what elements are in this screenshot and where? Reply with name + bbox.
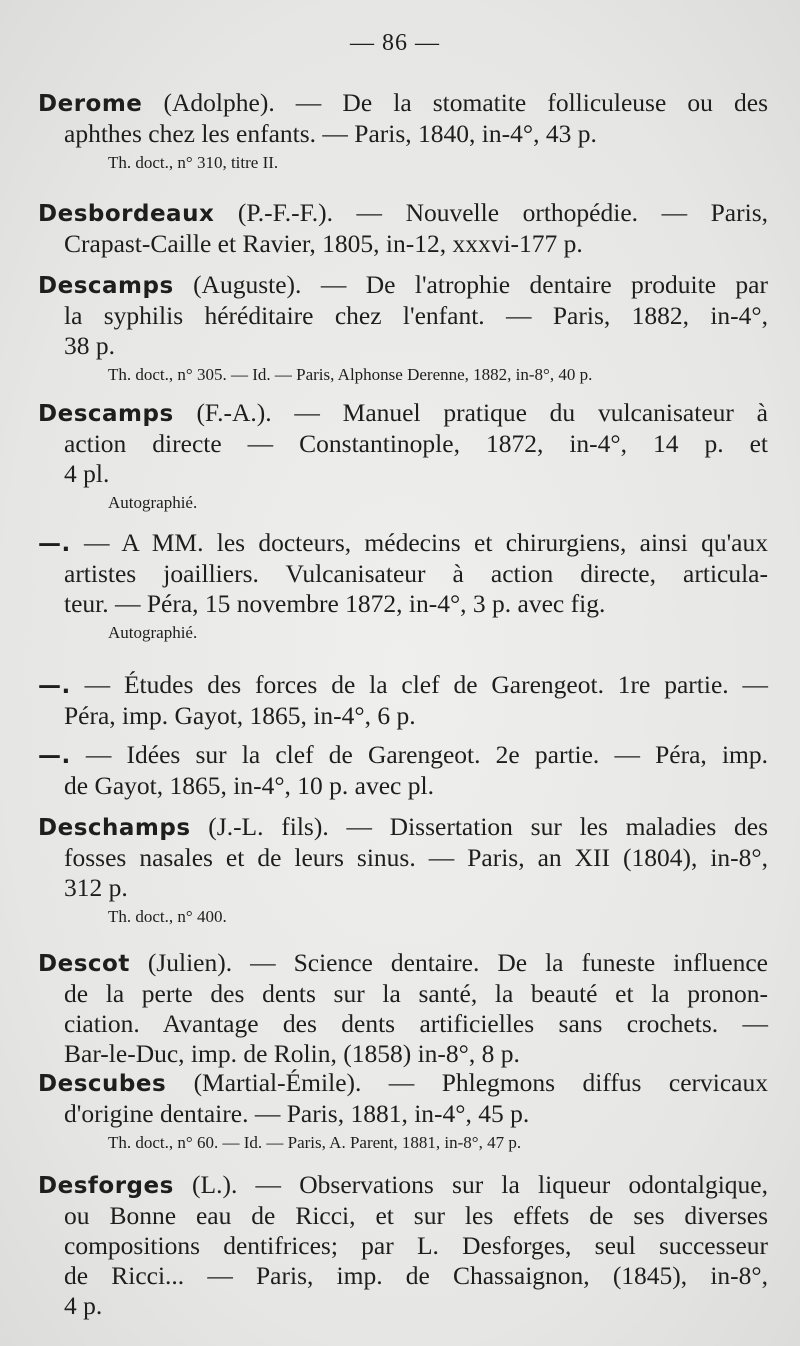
entry-line: 312 p. [64,873,128,902]
entry-line: Deschamps (J.-L. fils). — Dissertation sur les maladies des [38,812,768,841]
entry-line: Crapast-Caille et Ravier, 1805, in-12, xxxvi-177 p. [64,229,583,258]
entry-line: ou Bonne eau de Ricci, et sur les effets de ses diverses [64,1201,768,1230]
entry-author: Descamps [38,273,174,299]
entry-note: Autographié. [108,493,198,512]
entry-line: 4 pl. [64,459,110,488]
entry-note: Th. doct., n° 60. — Id. — Paris, A. Parent, 1881, in-8°, 47 p. [108,1133,522,1152]
entry-author: Desbordeaux [38,201,215,227]
entry-author: —. [38,531,71,557]
entry-line: —. — A MM. les docteurs, médecins et chirurgiens, ainsi qu'aux [38,528,768,557]
entry-line: d'origine dentaire. — Paris, 1881, in-4°, 45 p. [64,1099,530,1128]
bibliography-entry [38,528,768,645]
bibliography-entry [38,88,768,175]
entry-line: —. — Études des forces de la clef de Garengeot. 1re partie. — [38,670,768,699]
entry-line: Péra, imp. Gayot, 1865, in-4°, 6 p. [64,701,416,730]
bibliography-entry [38,1170,768,1321]
entry-line: la syphilis héréditaire chez l'enfant. — Paris, 1882, in-4°, [64,301,768,330]
bibliography-entry [38,740,768,801]
bibliography-entry [38,1068,768,1155]
entry-line: compositions dentifrices; par L. Desforges, seul successeur [64,1231,768,1260]
entry-line: artistes joailliers. Vulcanisateur à action directe, articula- [64,559,768,588]
entry-note: Th. doct., n° 305. — Id. — Paris, Alphonse Derenne, 1882, in-8°, 40 p. [108,365,593,384]
entry-line: aphthes chez les enfants. — Paris, 1840, in-4°, 43 p. [64,119,597,148]
entry-line: Desforges (L.). — Observations sur la liqueur odontalgique, [38,1170,768,1199]
entry-line: teur. — Péra, 15 novembre 1872, in-4°, 3 p. avec fig. [64,589,606,618]
entry-line: 4 p. [64,1291,103,1320]
entry-line: Descot (Julien). — Science dentaire. De la funeste influence [38,948,768,977]
bibliography-entry [38,198,768,259]
entry-author: —. [38,673,71,699]
bibliography-entry [38,948,768,1069]
entry-line: ciation. Avantage des dents artificielles sans crochets. — [64,1009,768,1038]
entry-author: Derome [38,91,143,117]
entry-author: —. [38,743,71,769]
bibliography-entry [38,398,768,515]
entry-line: de Gayot, 1865, in-4°, 10 p. avec pl. [64,771,434,800]
entry-line: Descubes (Martial-Émile). — Phlegmons diffus cervicaux [38,1068,768,1097]
entry-line: Bar-le-Duc, imp. de Rolin, (1858) in-8°, 8 p. [64,1039,520,1068]
entry-author: Desforges [38,1173,174,1199]
entry-note: Autographié. [108,623,198,642]
entry-line: Descamps (F.-A.). — Manuel pratique du vulcanisateur à [38,398,768,427]
entry-line: Descamps (Auguste). — De l'atrophie dentaire produite par [38,270,768,299]
entry-note: Th. doct., n° 310, titre II. [108,153,279,172]
entry-line: fosses nasales et de leurs sinus. — Paris, an XII (1804), in-8°, [64,843,768,872]
entry-line: de la perte des dents sur la santé, la beauté et la pronon- [64,979,768,1008]
entry-author: Descubes [38,1071,167,1097]
entry-line: 38 p. [64,331,115,360]
entry-note: Th. doct., n° 400. [108,907,227,926]
entry-line: action directe — Constantinople, 1872, in-4°, 14 p. et [64,429,768,458]
bibliography-entry [38,812,768,929]
entry-author: Descamps [38,401,174,427]
entry-line: Derome (Adolphe). — De la stomatite folliculeuse ou des [38,88,768,117]
bibliography-entry [38,270,768,387]
bibliography-entry [38,670,768,731]
entry-line: de Ricci... — Paris, imp. de Chassaignon, (1845), in-8°, [64,1261,768,1290]
entry-author: Deschamps [38,815,191,841]
entry-author: Descot [38,951,130,977]
entry-line: —. — Idées sur la clef de Garengeot. 2e partie. — Péra, imp. [38,740,768,769]
entry-line: Desbordeaux (P.-F.-F.). — Nouvelle orthopédie. — Paris, [38,198,768,227]
page-number: — 86 — [350,30,440,56]
